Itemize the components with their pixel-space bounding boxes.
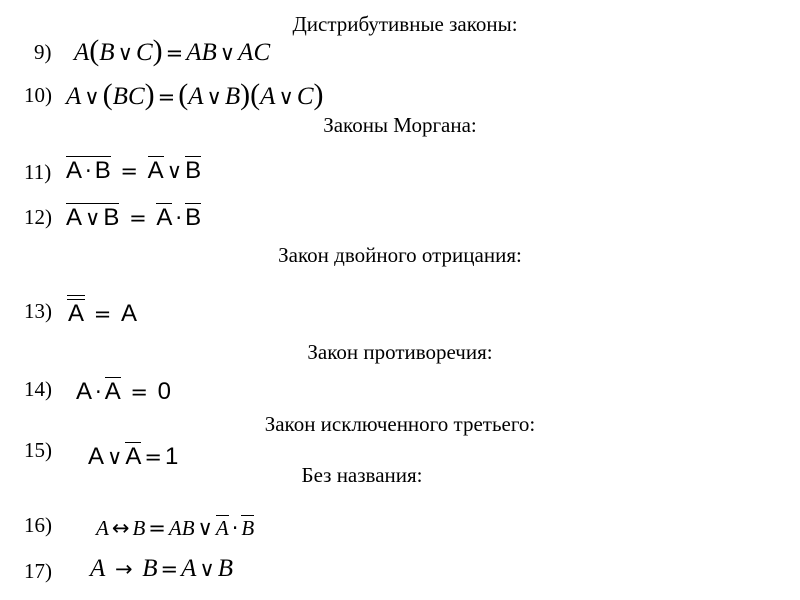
law-number-9: 9) bbox=[34, 40, 52, 64]
heading-double-negation: Закон двойного отрицания: bbox=[278, 243, 522, 267]
formula-9: A(B ∨ C) = AB ∨ AC bbox=[74, 34, 271, 67]
law-number-14: 14) bbox=[24, 377, 52, 401]
heading-distributive: Дистрибутивные законы: bbox=[292, 12, 518, 36]
law-number-11: 11) bbox=[24, 160, 52, 184]
formula-14: A · A = 0 bbox=[76, 378, 172, 405]
law-number-13: 13) bbox=[24, 299, 52, 323]
formula-12: A ∨ B = A · B bbox=[66, 204, 202, 231]
law-number-16: 16) bbox=[24, 513, 52, 537]
law-number-12: 12) bbox=[24, 205, 52, 229]
law-number-10: 10) bbox=[24, 83, 52, 107]
formula-16: A ↔ B = AB ∨ A · B bbox=[96, 516, 255, 540]
heading-morgan: Законы Моргана: bbox=[323, 113, 477, 137]
heading-untitled: Без названия: bbox=[301, 463, 423, 487]
law-number-15: 15) bbox=[24, 438, 52, 462]
heading-contradiction: Закон противоречия: bbox=[307, 340, 493, 364]
formula-17: A → B = A ∨ B bbox=[90, 555, 234, 582]
formula-11: A · B = A ∨ B bbox=[66, 157, 202, 184]
heading-excluded-middle: Закон исключенного третьего: bbox=[264, 412, 536, 436]
formula-13: A = A bbox=[68, 300, 137, 327]
law-number-17: 17) bbox=[24, 559, 52, 583]
formula-10: A ∨ (BC) = (A ∨ B)(A ∨ C) bbox=[66, 78, 324, 111]
formula-15: A ∨ A = 1 bbox=[88, 443, 179, 470]
